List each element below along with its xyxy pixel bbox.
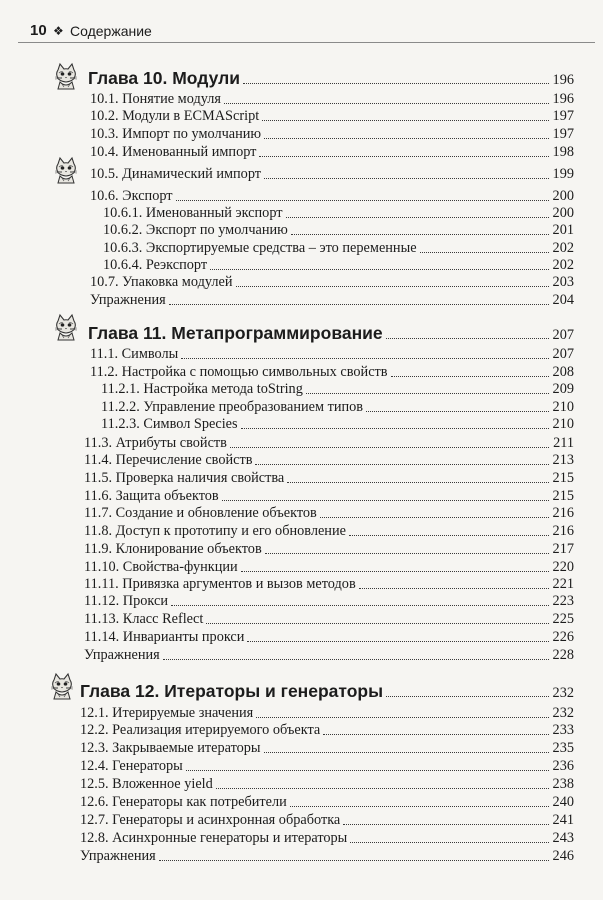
dot-leader [391,375,549,377]
toc-entry[interactable] [90,126,574,143]
entry-page-number: 221 [552,576,574,592]
cat-mascot-icon [52,313,80,341]
toc-entry[interactable] [80,776,574,793]
entry-page-number: 210 [552,416,574,432]
entry-title: 11.5. Проверка наличия свойства [84,470,285,486]
entry-title: 11.11. Привязка аргументов и вызов методов [84,576,356,592]
dot-leader [366,410,549,412]
entry-title: 11.10. Свойства-функции [84,559,238,575]
entry-title: 10.5. Динамический импорт [90,166,262,182]
entry-page-number: 208 [552,364,574,380]
dot-leader [264,751,549,753]
entry-page-number: 216 [552,523,574,539]
toc-entry[interactable] [80,705,574,722]
entry-page-number: 228 [552,647,574,663]
toc-entry[interactable] [84,505,574,522]
dot-leader [171,604,549,606]
entry-page-number: 241 [552,812,574,828]
entry-title: 11.14. Инварианты прокси [84,629,245,645]
toc-entry[interactable] [90,144,574,161]
toc-entry[interactable] [90,292,574,309]
entry-title: 10.3. Импорт по умолчанию [90,126,262,142]
dot-leader [386,695,549,697]
entry-title: 10.4. Именованный импорт [90,144,257,160]
entry-page-number: 232 [552,705,574,721]
dot-leader [286,216,549,218]
dot-leader [222,499,549,501]
dot-leader [290,805,549,807]
toc-entry[interactable] [84,611,574,628]
entry-page-number: 200 [552,205,574,221]
dot-leader [349,534,549,536]
entry-page-number: 202 [552,257,574,273]
toc-entry[interactable] [84,541,574,558]
cat-mascot-icon [52,62,80,90]
entry-page-number: 236 [552,758,574,774]
entry-title: 12.5. Вложенное yield [80,776,213,792]
entry-page-number: 199 [552,166,574,182]
entry-title: 11.9. Клонирование объектов [84,541,262,557]
entry-title: 11.8. Доступ к прототипу и его обновление [84,523,346,539]
toc-entry[interactable] [90,108,574,125]
dot-leader [350,841,549,843]
toc-entry[interactable] [103,240,574,257]
toc-entry[interactable] [84,488,574,505]
dot-leader [320,516,549,518]
dot-leader [210,268,549,270]
entry-title: 10.7. Упаковка модулей [90,274,233,290]
entry-title: 11.2.1. Настройка метода toString [101,381,303,397]
toc-entry[interactable] [84,435,574,452]
entry-title: 11.7. Создание и обновление объектов [84,505,317,521]
entry-page-number: 235 [552,740,574,756]
entry-page-number: 207 [552,327,574,343]
running-header [18,20,595,43]
toc-entry[interactable] [101,381,574,398]
toc-entry[interactable] [84,452,574,469]
chapter-heading[interactable] [88,66,574,90]
toc-entry[interactable] [84,523,574,540]
toc-entry[interactable] [84,559,574,576]
dot-leader [343,823,549,825]
toc-entry[interactable] [80,740,574,757]
entry-page-number: 198 [552,144,574,160]
entry-page-number: 243 [552,830,574,846]
entry-page-number: 201 [552,222,574,238]
entry-title: 10.1. Понятие модуля [90,91,221,107]
entry-title: 12.3. Закрываемые итераторы [80,740,261,756]
entry-page-number: 238 [552,776,574,792]
toc-entry[interactable] [80,758,574,775]
entry-title: 11.4. Перечисление свойств [84,452,253,468]
entry-page-number: 210 [552,399,574,415]
dot-leader [359,587,549,589]
entry-page-number: 211 [553,435,574,451]
page-number: 10 [30,22,47,39]
dot-leader [255,463,549,465]
ornament-icon: ❖ [53,24,64,38]
entry-page-number: 196 [552,91,574,107]
dot-leader [169,303,549,305]
entry-page-number: 204 [552,292,574,308]
dot-leader [259,155,549,157]
dot-leader [291,233,549,235]
toc-entry[interactable] [84,576,574,593]
entry-title: 11.13. Класс Reflect [84,611,204,627]
entry-title: 11.2. Настройка с помощью символьных свойств [90,364,388,380]
entry-title: 10.6.2. Экспорт по умолчанию [103,222,288,238]
toc-entry[interactable] [84,470,574,487]
toc-entry[interactable] [90,274,574,291]
entry-page-number: 232 [552,685,574,701]
dot-leader [287,481,549,483]
toc-entry[interactable] [80,848,574,865]
dot-leader [247,640,549,642]
dot-leader [264,177,549,179]
dot-leader [186,769,549,771]
toc-entry[interactable] [90,166,574,183]
entry-page-number: 202 [552,240,574,256]
entry-page-number: 226 [552,629,574,645]
entry-page-number: 220 [552,559,574,575]
toc-entry[interactable] [80,830,574,847]
chapter-title: Глава 11. Метапрограммирование [88,323,383,343]
dot-leader [323,733,549,735]
header-title: Содержание [70,23,152,39]
chapter-heading[interactable] [80,679,574,703]
dot-leader [386,337,549,339]
toc-entry[interactable] [103,205,574,222]
dot-leader [262,119,549,121]
entry-title: Упражнения [80,848,156,864]
chapter-title: Глава 12. Итераторы и генераторы [80,681,384,701]
entry-title: 12.6. Генераторы как потребители [80,794,287,810]
entry-title: 10.6.1. Именованный экспорт [103,205,283,221]
toc-entry[interactable] [103,257,574,274]
toc-entry[interactable] [90,91,574,108]
toc-entry[interactable] [84,629,574,646]
dot-leader [306,392,549,394]
chapter-heading[interactable] [88,321,574,345]
dot-leader [206,622,549,624]
entry-title: 12.2. Реализация итерируемого объекта [80,722,321,738]
toc-entry[interactable] [90,346,574,363]
toc-entry[interactable] [103,222,574,239]
entry-page-number: 216 [552,505,574,521]
toc-entry[interactable] [101,416,574,433]
toc-entry[interactable] [84,647,574,664]
dot-leader [159,859,549,861]
entry-title: Упражнения [84,647,160,663]
entry-title: 11.3. Атрибуты свойств [84,435,227,451]
entry-page-number: 215 [552,470,574,486]
entry-page-number: 217 [552,541,574,557]
entry-title: 12.4. Генераторы [80,758,183,774]
toc-entry[interactable] [84,593,574,610]
cat-mascot-icon [52,156,80,184]
toc-entry[interactable] [80,812,574,829]
chapter-title: Глава 10. Модули [88,68,240,88]
dot-leader [230,446,549,448]
toc-entry[interactable] [90,364,574,381]
dot-leader [224,102,549,104]
entry-title: 11.1. Символы [90,346,179,362]
dot-leader [241,570,549,572]
entry-title: 10.6.4. Реэкспорт [103,257,208,273]
entry-page-number: 240 [552,794,574,810]
entry-title: 12.1. Итерируемые значения [80,705,254,721]
dot-leader [163,658,549,660]
entry-title: 11.2.2. Управление преобразованием типов [101,399,364,415]
entry-title: 11.12. Прокси [84,593,168,609]
entry-page-number: 223 [552,593,574,609]
entry-page-number: 233 [552,722,574,738]
entry-page-number: 203 [552,274,574,290]
entry-page-number: 213 [552,452,574,468]
entry-page-number: 215 [552,488,574,504]
entry-page-number: 200 [552,188,574,204]
entry-title: 12.8. Асинхронные генераторы и итераторы [80,830,348,846]
dot-leader [176,199,549,201]
dot-leader [243,82,549,84]
dot-leader [216,787,549,789]
dot-leader [264,137,549,139]
entry-title: 10.2. Модули в ECMAScript [90,108,260,124]
dot-leader [265,552,549,554]
entry-page-number: 225 [552,611,574,627]
entry-title: 10.6. Экспорт [90,188,173,204]
toc-entry[interactable] [80,722,574,739]
entry-title: 11.6. Защита объектов [84,488,219,504]
entry-title: 10.6.3. Экспортируемые средства – это переменные [103,240,417,256]
entry-page-number: 207 [552,346,574,362]
dot-leader [181,357,549,359]
toc-entry[interactable] [90,188,574,205]
entry-title: 12.7. Генераторы и асинхронная обработка [80,812,341,828]
dot-leader [420,251,549,253]
entry-page-number: 197 [552,108,574,124]
entry-page-number: 246 [552,848,574,864]
dot-leader [241,427,549,429]
cat-mascot-icon [48,672,76,700]
entry-title: Упражнения [90,292,166,308]
dot-leader [236,285,549,287]
entry-page-number: 196 [552,72,574,88]
entry-page-number: 209 [552,381,574,397]
entry-title: 11.2.3. Символ Species [101,416,238,432]
toc-entry[interactable] [101,399,574,416]
dot-leader [256,716,549,718]
toc-entry[interactable] [80,794,574,811]
entry-page-number: 197 [552,126,574,142]
